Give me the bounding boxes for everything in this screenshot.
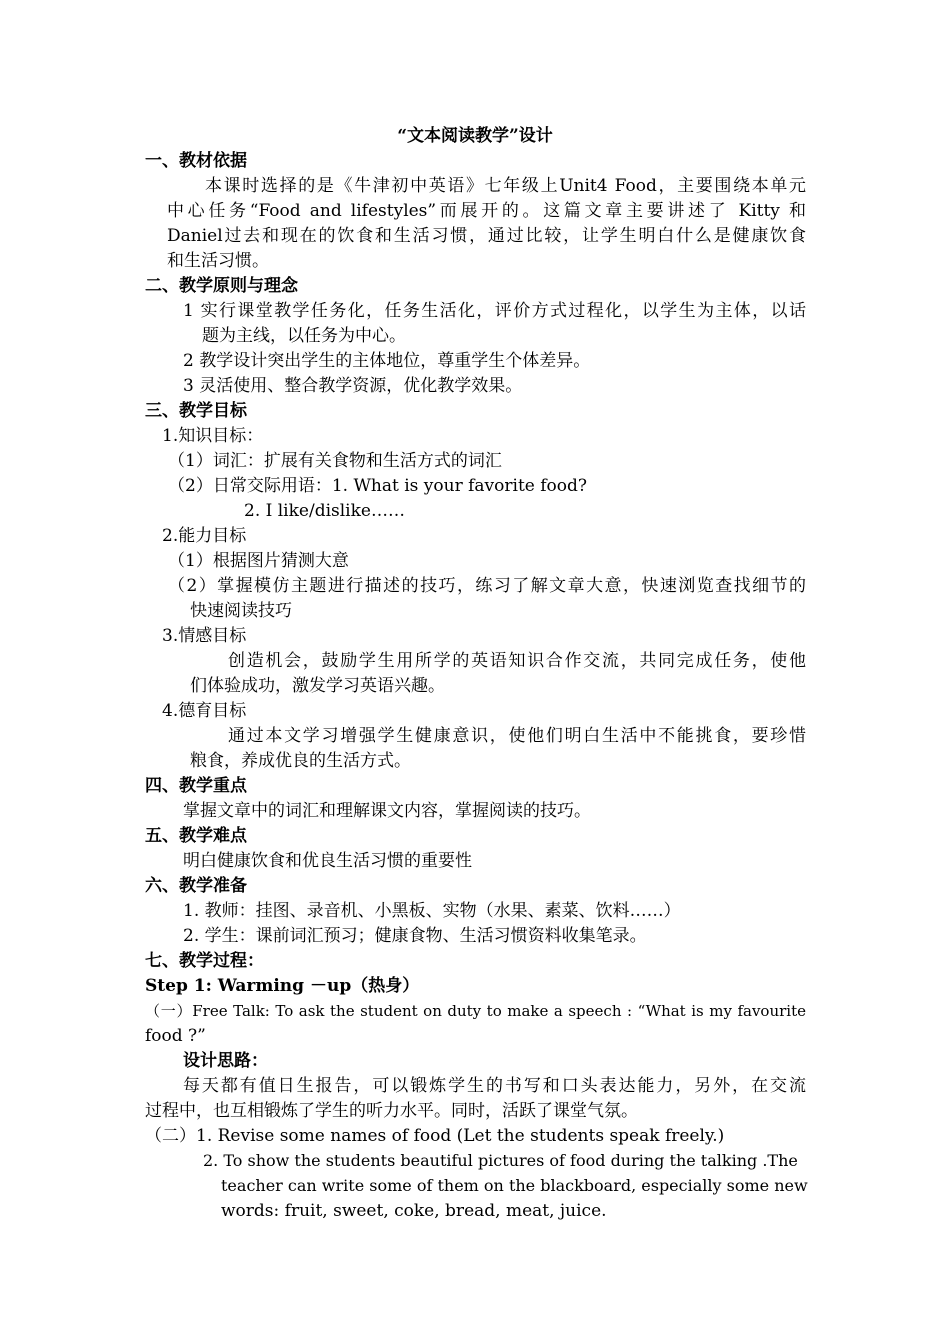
section-heading-2: 二、教学原则与理念 [145, 276, 298, 296]
objective-label-moral: 4.德育目标 [162, 701, 247, 721]
section-3-line: 快速阅读技巧 [190, 601, 292, 621]
section-7-line: food ?” [145, 1026, 206, 1046]
section-3-line: （2）掌握模仿主题进行描述的技巧，练习了解文章大意，快速浏览查找细节的 [168, 576, 806, 596]
section-1-line: 中心任务“Food and lifestyles”而展开的。这篇文章主要讲述了 Kitty 和 [167, 201, 806, 221]
section-4-line: 掌握文章中的词汇和理解课文内容，掌握阅读的技巧。 [183, 801, 591, 821]
objective-label-knowledge: 1.知识目标： [162, 426, 264, 446]
section-3-line: 创造机会，鼓励学生用所学的英语知识合作交流，共同完成任务，使他 [228, 651, 806, 671]
section-heading-4: 四、教学重点 [145, 776, 247, 796]
section-2-line: 题为主线，以任务为中心。 [202, 326, 406, 346]
section-heading-3: 三、教学目标 [145, 401, 247, 421]
section-2-line: 1 实行课堂教学任务化，任务生活化，评价方式过程化，以学生为主体，以话 [183, 301, 806, 321]
section-heading-6: 六、教学准备 [145, 876, 247, 896]
section-6-line: 2. 学生：课前词汇预习；健康食物、生活习惯资料收集笔录。 [183, 926, 647, 946]
design-idea-label: 设计思路： [183, 1051, 268, 1071]
section-3-line: （2）日常交际用语：1. What is your favorite food? [168, 476, 587, 496]
section-7-line: （二）1. Revise some names of food (Let the students speak freely.) [145, 1126, 725, 1146]
section-3-line: 们体验成功，激发学习英语兴趣。 [190, 676, 445, 696]
section-7-line: （一）Free Talk: To ask the student on duty to make a speech : “What is my favourite [145, 1002, 806, 1020]
section-3-line: 粮食，养成优良的生活方式。 [190, 751, 411, 771]
section-2-line: 3 灵活使用、整合教学资源，优化教学效果。 [183, 376, 523, 396]
section-heading-5: 五、教学难点 [145, 826, 247, 846]
section-1-line: 和生活习惯。 [167, 251, 269, 271]
section-1-line: Daniel过去和现在的饮食和生活习惯，通过比较，让学生明白什么是健康饮食 [167, 226, 806, 246]
section-5-line: 明白健康饮食和优良生活习惯的重要性 [183, 851, 472, 871]
section-3-line: 2. I like/dislike…… [244, 501, 405, 521]
section-3-line: （1）词汇：扩展有关食物和生活方式的词汇 [168, 451, 502, 471]
document-title: “文本阅读教学”设计 [397, 126, 553, 146]
section-7-line: 2. To show the students beautiful pictures of food during the talking .The [203, 1151, 798, 1170]
section-heading-7: 七、教学过程： [145, 951, 264, 971]
objective-label-emotion: 3.情感目标 [162, 626, 247, 646]
section-7-line: teacher can write some of them on the blackboard, especially some new [221, 1176, 808, 1195]
section-3-line: 通过本文学习增强学生健康意识，使他们明白生活中不能挑食，要珍惜 [228, 726, 806, 746]
section-heading-1: 一、教材依据 [145, 151, 247, 171]
section-2-line: 2 教学设计突出学生的主体地位，尊重学生个体差异。 [183, 351, 591, 371]
objective-label-ability: 2.能力目标 [162, 526, 247, 546]
section-7-line: 过程中，也互相锻炼了学生的听力水平。同时，活跃了课堂气氛。 [145, 1101, 638, 1121]
section-7-line: words: fruit, sweet, coke, bread, meat, juice. [221, 1201, 607, 1221]
section-6-line: 1. 教师：挂图、录音机、小黑板、实物（水果、素菜、饮料……） [183, 901, 681, 921]
section-7-line: 每天都有值日生报告，可以锻炼学生的书写和口头表达能力，另外，在交流 [183, 1076, 806, 1096]
section-3-line: （1）根据图片猜测大意 [168, 551, 349, 571]
section-1-line: 本课时选择的是《牛津初中英语》七年级上Unit4 Food，主要围绕本单元 [205, 176, 806, 196]
step-1-heading: Step 1: Warming －up（热身） [145, 976, 420, 996]
